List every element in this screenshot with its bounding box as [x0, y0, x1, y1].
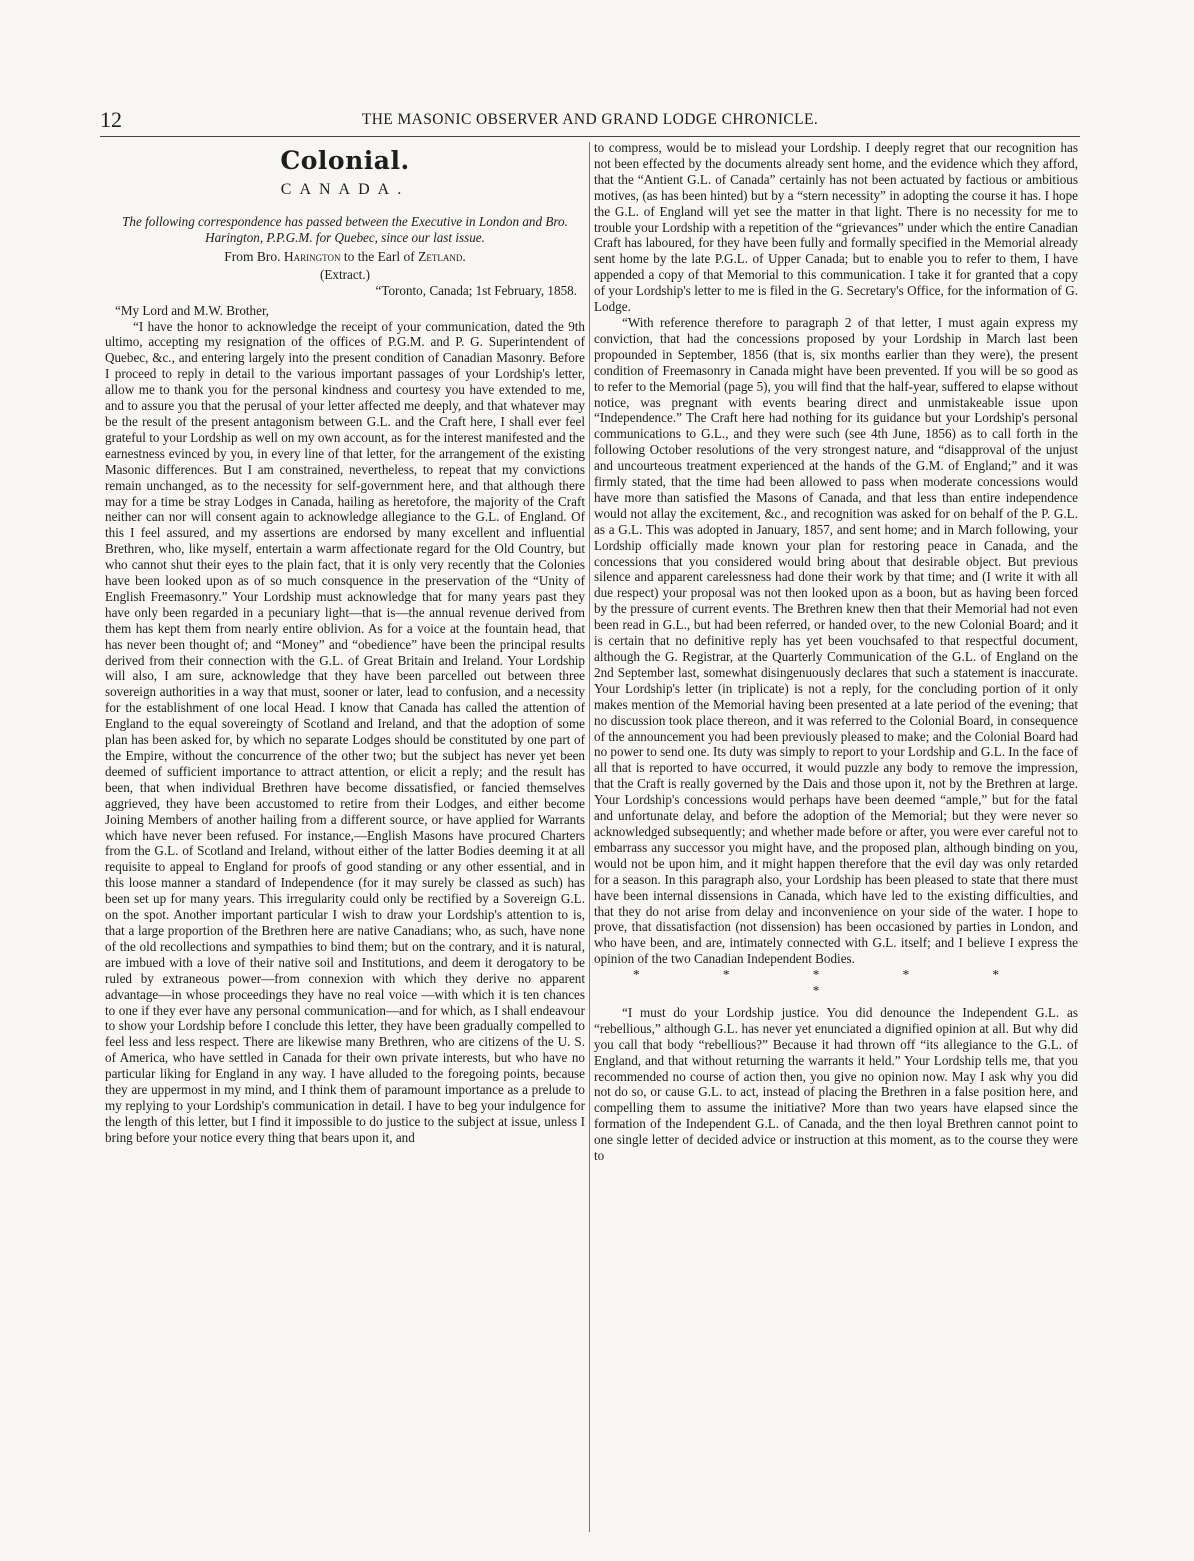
- letter-salutation: “My Lord and M.W. Brother,: [115, 302, 270, 318]
- article-subtitle: CANADA.: [280, 181, 410, 198]
- from-name: Harington: [283, 248, 341, 264]
- page-header: [100, 107, 1080, 133]
- column-divider: [589, 142, 590, 1532]
- from-middle: to the Earl of: [340, 248, 419, 264]
- from-line: [105, 249, 585, 265]
- from-earl: Zetland.: [418, 248, 466, 264]
- extract-label: (Extract.): [320, 266, 370, 282]
- section-title: Colonial.: [280, 146, 410, 175]
- section-break-stars: * * * * * *: [633, 967, 1039, 999]
- right-paragraph-1: to compress, would be to mislead your Lordship. I deeply regret that our recognition has not been effected by the documents already sent home, and the evidence which they afford, that the “Antient G.L. of Canada” certainly has not been actuated by factious or ambitious motives, (as has been hinted) but by a “stern necessity” in adopting the course it has. I hope the G.L. of England will yet see the matter in that light. There is no necessity for me to trouble your Lordship with a repetition of the “grievances” under which the entire Canadian Craft has laboured, for they have been fully and formally specified in the Memorial already sent home by the late P.G.L. of Upper Canada; but to enable you to refer to them, I have appended a copy of that Memorial to this communication. I take it for granted that a copy of your Lordship's letter to me is filed in the G. Secretary's Office, for the information of G. Lodge.: [594, 140, 1078, 315]
- right-paragraph-2: “With reference therefore to paragraph 2 of that letter, I must again express my conviction, that had the concessions proposed by your Lordship in March last been propounded in September, 1856 (that is, six months earlier than they were), the present condition of Freemasonry in Canada might have been prevented. If you will be so good as to refer to the Memorial (page 5), you will find that the half-year, suffered to elapse without notice, was pregnant with events bearing direct and unmistakeable issue upon “Independence.” The Craft here had nothing for its guidance but your Lordship's personal communications to G.L., and they were such (see 4th June, 1856) as to call forth in the following October resolutions of the very strongest nature, and “disapproval of the unjust and uncourteous treatment experienced at the hands of the G.M. of England;” and it was firmly stated, that the time had been allowed to pass when moderate concessions would have more than satisfied the Masons of Canada, and that less than entire independence would not allay the excitement, &c., and recognition was asked for on behalf of the P. G.L. as a G.L. This was adopted in January, 1857, and sent home; and in March following, your Lordship officially made known your plan for restoring peace in Canada, and the concessions that you considered would bring about that desirable object. But previous silence and apparent carelessness had done their work by that time; and (I write it with all due respect) your proposal was not then looked upon as a boon, but as having been forced by the pressure of current events. The Brethren knew then that their Memorial had not even been read in G.L., but had been referred, or handed over, to the new Colonial Board; and it is certain that no definitive reply has yet been vouchsafed to that respectful document, although the G. Registrar, at the Quarterly Communication of the G.L. of England on the 2nd September last, somewhat disingenuously declares that such a statement is inaccurate. Your Lordship's letter (in triplicate) is not a reply, for the concluding portion of it only makes mention of the Memorial having been presented at a late period of the evening; that no discussion took place thereon, and it was referred to the Colonial Board, in consequence of the announcement you had been previously pleased to make; and the Colonial Board had no power to send one. Its duty was simply to report to your Lordship and G.L. In the face of all that is reported to have occurred, it would puzzle any body to remove the impression, that the Craft is really governed by the Dais and those upon it, not by the Brethren at large. Your Lordship's concessions would perhaps have been deemed “ample,” but for the fatal and unfortunate delay, and before the adoption of the Memorial; but they were never so acknowledged subsequently; and whether made before or after, you were ever careful not to embarrass any successor you might have, and the proposed plan, although binding on you, would not be upon him, and it might happen therefore that the evil day was only retarded for a season. In this paragraph also, your Lordship has been pleased to state that there must have been internal dissensions in Canada, which have led to the existing difficulties, and that they do not arise from delay and inconvenience on your side of the water. I hope to prove, that dissatisfaction (not dissension) has been occasioned by parties in London, and who have been, and are, intimately connected with G.L. itself; and I believe I express the opinion of the two Canadian Independent Bodies.: [594, 314, 1078, 967]
- left-column: [105, 140, 585, 1146]
- left-paragraph: “I have the honor to acknowledge the receipt of your communication, dated the 9th ultimo, accepting my resignation of the offices of P.G.M. and P. G. Superintendent of Quebec, &c., and entering largely into the present condition of Canadian Masonry. Before I proceed to reply in detail to the various important passages of your Lordship's letter, allow me to thank you for the personal kindness and courtesy you have extended to me, and to assure you that the perusal of your letter affected me deeply, and that whatever may be the result of the present antagonism between G.L. and the Craft here, I shall ever feel grateful to your Lordship as well on my own account, as for the interest manifested and the earnestness evinced by you, in every line of that letter, for the arrangement of the existing Masonic differences. But I am constrained, nevertheless, to repeat that my convictions remain unchanged, as to the necessity for self-government here, and that although there may for a time be stray Lodges in Canada, hailing as heretofore, the majority of the Craft neither can nor will consent again to acknowledge allegiance to the G.L. of England. Of this I feel assured, and my assertions are endorsed by many excellent and influential Brethren, who, like myself, entertain a warm affectionate regard for the Old Country, but who cannot shut their eyes to the plain fact, that it is only very recently that the Colonies have been looked upon as of so much consquence in the preservation of the “Unity of English Freemasonry.” Your Lordship must acknowledge that for many years past they have only been regarded in a pecuniary light—that is—the annual revenue derived from them has kept them from nearly entire oblivion. As for a voice at the fountain head, that has never been thought of; and “Money” and “obedience” have been the principal results derived from their connection with the G.L. of Great Britain and Ireland. Your Lordship will also, I am sure, acknowledge that they have been parcelled out between three sovereign authorities in a way that must, sooner or later, lead to confusion, and a necessity for the establishment of one local Head. I know that Canada has called the attention of England to the equal sovereingty of Scotland and Ireland, and that the adoption of some plan has been asked for, by which no separate Lodges should be constituted by one part of the Empire, without the concurrence of the other two; but the subject has never yet been deemed of sufficient importance to attract attention, or elicit a reply; and the result has been, that when individual Brethren have become dissatisfied, or fancied themselves aggrieved, they have been accustomed to retire from their Lodges, and either become Joining Members of another hailing from a different source, or have applied for Warrants which have never been refused. For instance,—English Masons have procured Charters from the G.L. of Scotland and Ireland, without either of the latter Bodies deeming it at all requisite to appeal to England for proofs of good standing or any other essential, and in this loose manner a standard of Independence (for it may surely be classed as such) has been set up for many years. This irregularity could only be rectified by a Sovereign G.L. on the spot. Another important particular I wish to draw your Lordship's attention to is, that a large proportion of the Brethren here are native Canadians; who, as such, have none of the old recollections and sympathies to bind them; but on the contrary, and it is natural, are imbued with a love of their native soil and Institutions, and deem it derogatory to be ruled by extraneous power—from connexion with which they derive no apparent advantage—in whose proceedings they have no real voice —with which it is ten chances to one if they ever have any personal communication—and for which, as I shall endeavour to show your Lordship before I conclude this letter, they have been gradually compelled to feel less and less respect. There are likewise many Brethren, who are citizens of the U. S. of America, who have settled in Canada for their own private interests, but who have no particular liking for England in any way. I have alluded to the foregoing points, because they are uppermost in my mind, and I think them of paramount importance as a prelude to my replying to your Lordship's communication in detail. I have to beg your indulgence for the length of this letter, but I find it impossible to do justice to the subject at issue, unless I bring before your notice every thing that bears upon it, and: [105, 318, 585, 1145]
- article-intro: The following correspondence has passed between the Executive in London and Bro. Harington, P.P.G.M. for Quebec, since our last issue.: [122, 213, 568, 246]
- right-column: [594, 140, 1078, 1164]
- letter-dateline: “Toronto, Canada; 1st February, 1858.: [375, 282, 577, 298]
- from-prefix: From Bro.: [224, 248, 284, 264]
- running-title: THE MASONIC OBSERVER AND GRAND LODGE CHRONICLE.: [361, 111, 819, 128]
- page-number: 12: [100, 107, 122, 132]
- right-paragraph-3: “I must do your Lordship justice. You did denounce the Independent G.L. as “rebellious,” although G.L. has never yet enunciated a dignified opinion at all. But why did you call that body “rebellious?” Because it had thrown off “its allegiance to the G.L. of England, and that without returning the warrants it held.” Your Lordship tells me, that you recommended no course of action then, you give no opinion now. May I ask why you did not do so, or cause G.L. to act, instead of placing the Brethren in a false position here, and compelling them to assume the initiative? More than two years have elapsed since the formation of the Independent G.L. of Canada, and the then loyal Brethren cannot point to one single letter of decided advice or instruction at this moment, as to the course they were to: [594, 1004, 1078, 1164]
- header-rule: [100, 136, 1080, 137]
